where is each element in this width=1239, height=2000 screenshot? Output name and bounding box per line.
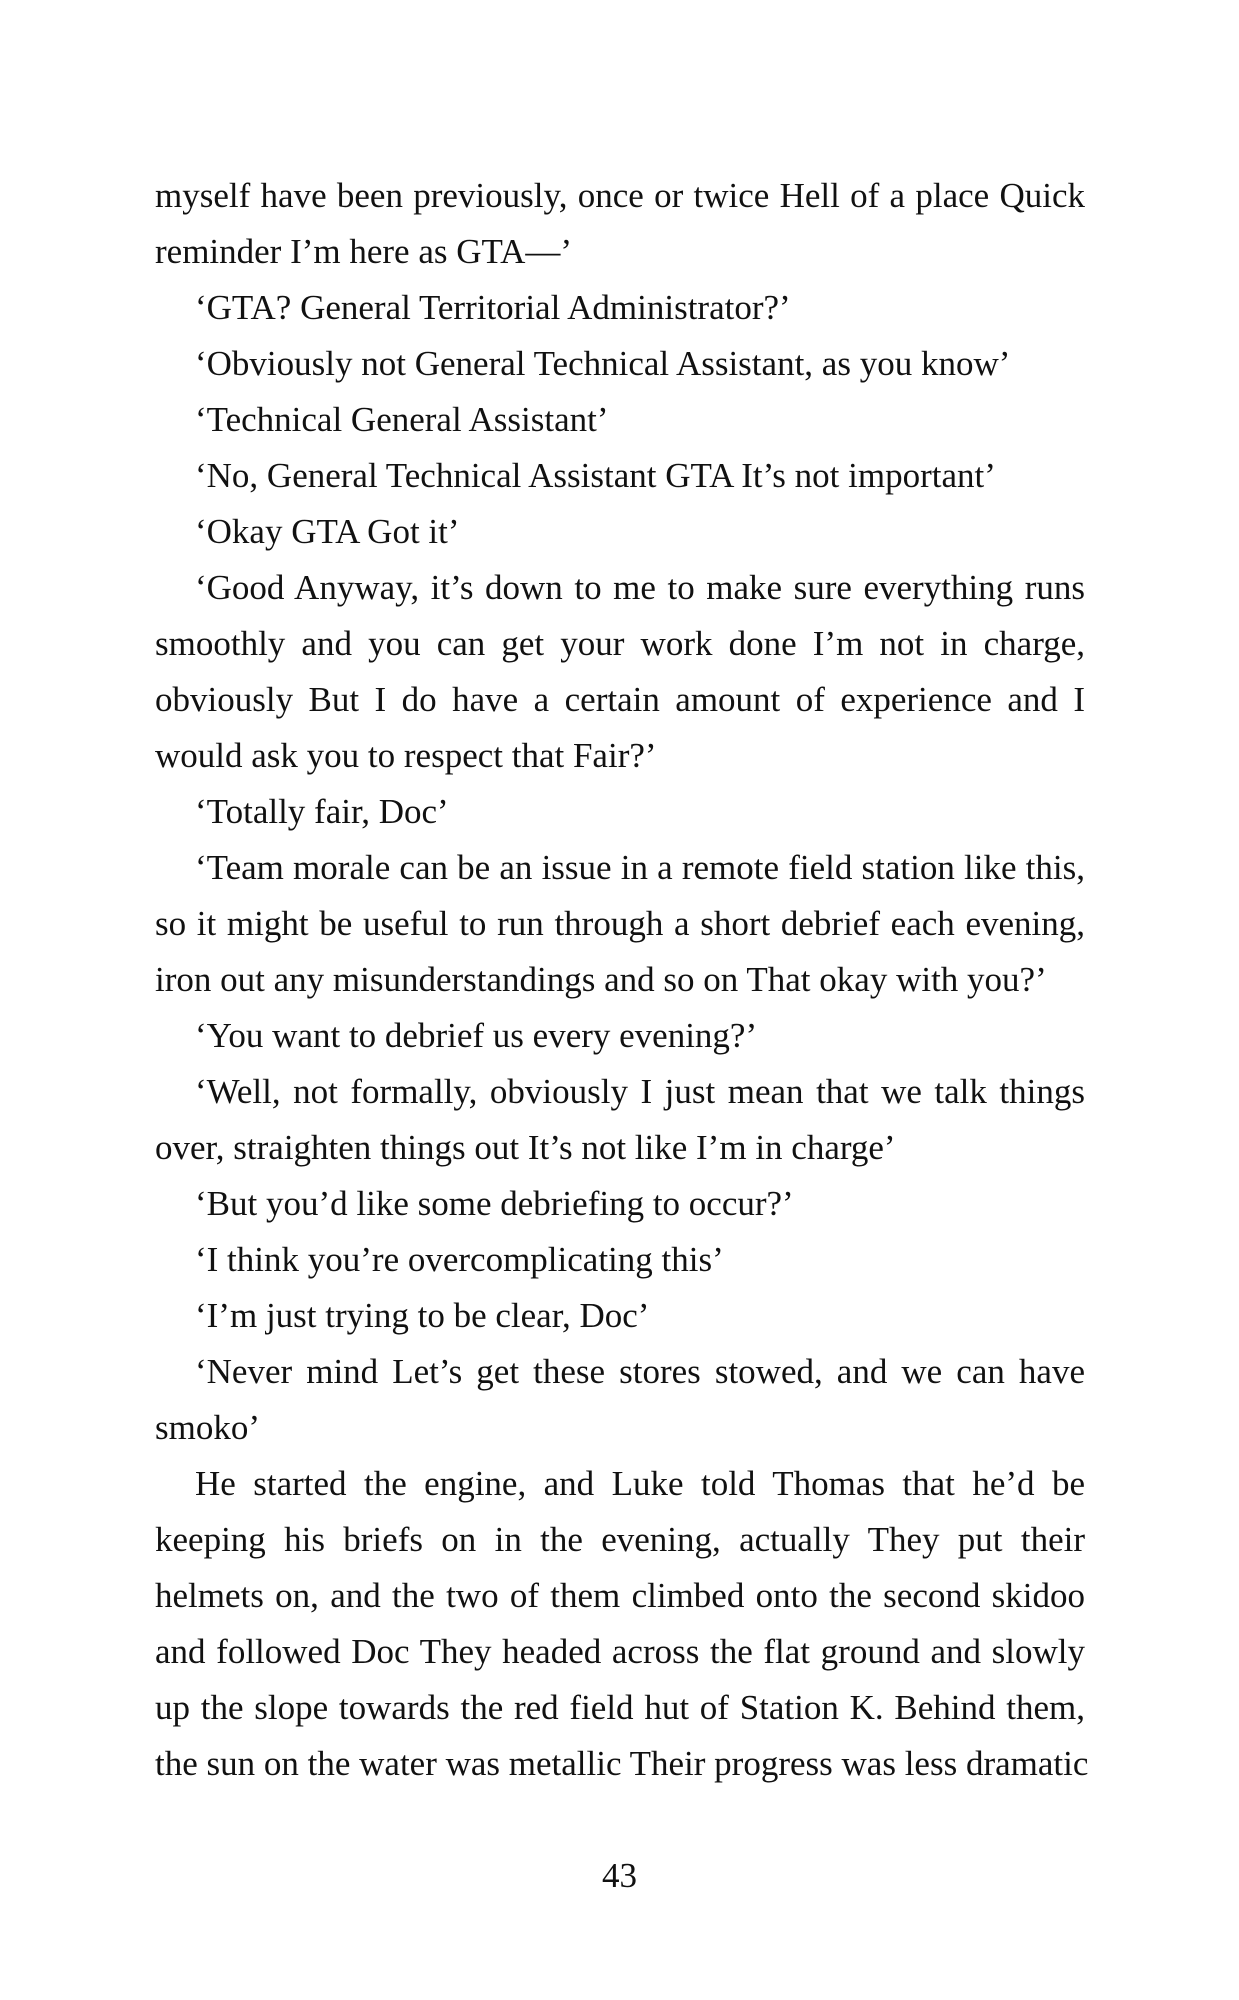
text-line: helmets on, and the two of them climbed onto the second skidoo [155,1576,1085,1615]
text-line: ‘Technical General Assistant’ [195,400,609,439]
text-line: myself have been previously, once or twice Hell of a place Quick [155,176,1085,215]
text-line: ‘Totally fair, Doc’ [195,792,449,831]
text-line: ‘Okay GTA Got it’ [195,512,460,551]
text-line: reminder I’m here as GTA—’ [155,232,573,271]
text-line: and followed Doc They headed across the flat ground and slowly [155,1632,1085,1671]
text-line: iron out any misunderstandings and so on That okay with you?’ [155,960,1047,999]
text-line: up the slope towards the red field hut of Station K. Behind them, [155,1688,1085,1727]
text-line: so it might be useful to run through a short debrief each evening, [155,904,1085,943]
text-line: keeping his briefs on in the evening, actually They put their [155,1520,1085,1559]
page-number: 43 [602,1856,637,1895]
text-line: ‘Good Anyway, it’s down to me to make sure everything runs [195,568,1085,607]
text-line: ‘Obviously not General Technical Assistant, as you know’ [195,344,1011,383]
text-line: obviously But I do have a certain amount of experience and I [155,680,1085,719]
text-line: would ask you to respect that Fair?’ [155,736,657,775]
text-line: ‘Team morale can be an issue in a remote field station like this, [195,848,1085,887]
text-line: ‘I’m just trying to be clear, Doc’ [195,1296,650,1335]
text-line: smoothly and you can get your work done I’m not in charge, [155,624,1085,663]
text-line: ‘Well, not formally, obviously I just mean that we talk things [195,1072,1085,1111]
text-line: ‘But you’d like some debriefing to occur?’ [195,1184,794,1223]
text-line: the sun on the water was metallic Their progress was less dramatic [155,1744,1089,1783]
text-line: ‘GTA? General Territorial Administrator?’ [195,288,791,327]
text-line: ‘No, General Technical Assistant GTA It’s not important’ [195,456,996,495]
text-line: ‘You want to debrief us every evening?’ [195,1016,758,1055]
text-line: ‘Never mind Let’s get these stores stowed, and we can have [195,1352,1085,1391]
text-line: smoko’ [155,1408,260,1447]
text-line: over, straighten things out It’s not like I’m in charge’ [155,1128,896,1167]
text-line: ‘I think you’re overcomplicating this’ [195,1240,724,1279]
text-line: He started the engine, and Luke told Thomas that he’d be [195,1464,1085,1503]
